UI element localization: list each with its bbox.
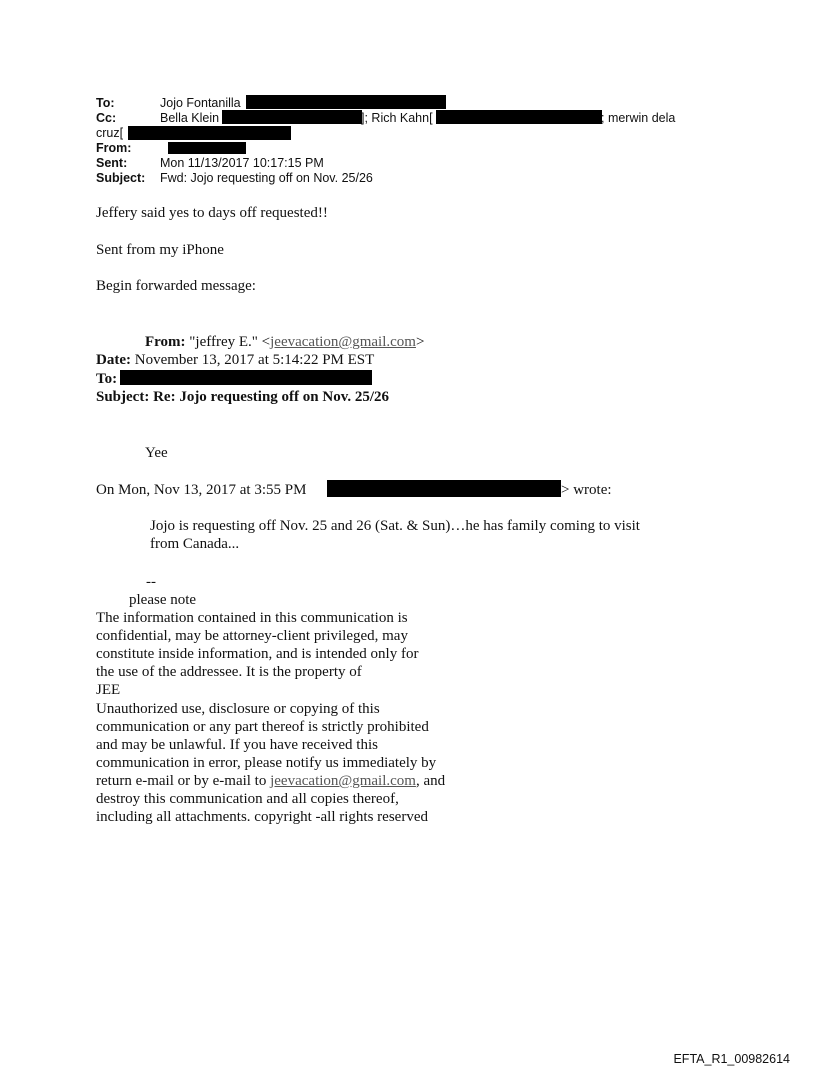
forwarded-from-label: From:: [145, 334, 186, 350]
signature-please-note: please note: [129, 592, 197, 608]
forwarded-date-line: [96, 351, 374, 369]
disclaimer-line: constitute inside information, and is intended only for: [96, 646, 419, 662]
body-line-2: Sent from my iPhone: [96, 242, 224, 258]
redaction-block: [120, 370, 372, 385]
cc-value-1: Bella Klein: [160, 111, 220, 125]
disclaimer-line: communication or any part thereof is strictly prohibited: [96, 719, 429, 735]
quote-intro-start: On Mon, Nov 13, 2017 at 3:55 PM: [96, 482, 307, 498]
subject-value: Fwd: Jojo requesting off on Nov. 25/26: [160, 171, 373, 185]
forwarded-subject-line: [96, 388, 389, 406]
forwarded-from-line: [145, 333, 424, 351]
quoted-line-1: Jojo is requesting off Nov. 25 and 26 (Sat. & Sun)…he has family coming to visit: [150, 518, 640, 534]
disclaimer-email-prefix: return e-mail or by e-mail to: [96, 773, 271, 789]
to-value: Jojo Fontanilla: [160, 96, 241, 110]
forwarded-from-name: "jeffrey E." <: [189, 334, 271, 350]
forwarded-date-label: Date:: [96, 352, 131, 368]
reply-text: Yee: [145, 445, 168, 461]
redaction-block: [327, 480, 561, 497]
signature-dashes: --: [146, 574, 156, 590]
cc-separator-2: ; merwin dela: [601, 111, 676, 125]
redaction-block: [222, 110, 362, 124]
disclaimer-line: JEE: [96, 682, 121, 698]
sent-value: Mon 11/13/2017 10:17:15 PM: [160, 156, 324, 170]
cc-line-2: cruz[: [96, 126, 124, 140]
sent-label: Sent:: [96, 156, 128, 170]
redaction-block: [128, 126, 291, 140]
disclaimer-line: The information contained in this communication is: [96, 610, 408, 626]
body-line-3: Begin forwarded message:: [96, 278, 256, 294]
redaction-block: [436, 110, 602, 124]
quote-intro-end: > wrote:: [561, 482, 612, 498]
forwarded-date-value: November 13, 2017 at 5:14:22 PM EST: [134, 352, 375, 368]
subject-label: Subject:: [96, 171, 146, 185]
cc-label: Cc:: [96, 111, 117, 125]
document-id: EFTA_R1_00982614: [673, 1052, 790, 1066]
disclaimer-line: the use of the addressee. It is the property of: [96, 664, 362, 680]
disclaimer-email-line: [96, 772, 445, 790]
redaction-block: [168, 142, 246, 154]
disclaimer-line: and may be unlawful. If you have received this: [96, 737, 378, 753]
forwarded-to-label: To:: [96, 371, 118, 387]
disclaimer-line: including all attachments. copyright -all rights reserved: [96, 809, 428, 825]
forwarded-subject-value: Re: Jojo requesting off on Nov. 25/26: [153, 389, 390, 405]
disclaimer-line: confidential, may be attorney-client privileged, may: [96, 628, 408, 644]
forwarded-from-close: >: [415, 334, 425, 350]
quoted-line-2: from Canada...: [150, 536, 240, 552]
disclaimer-line: Unauthorized use, disclosure or copying of this: [96, 701, 380, 717]
disclaimer-email-link[interactable]: jeevacation@gmail.com: [270, 773, 416, 789]
forwarded-from-email-link[interactable]: jeevacation@gmail.com: [270, 334, 416, 350]
body-line-1: Jeffery said yes to days off requested!!: [96, 205, 328, 221]
disclaimer-email-suffix: , and: [415, 773, 446, 789]
forwarded-subject-label: Subject:: [96, 389, 150, 405]
from-label: From:: [96, 141, 132, 155]
to-label: To:: [96, 96, 115, 110]
disclaimer-line: destroy this communication and all copies thereof,: [96, 791, 399, 807]
cc-separator-1: ]; Rich Kahn[: [361, 111, 433, 125]
disclaimer-line: communication in error, please notify us immediately by: [96, 755, 437, 771]
redaction-block: [246, 95, 446, 109]
